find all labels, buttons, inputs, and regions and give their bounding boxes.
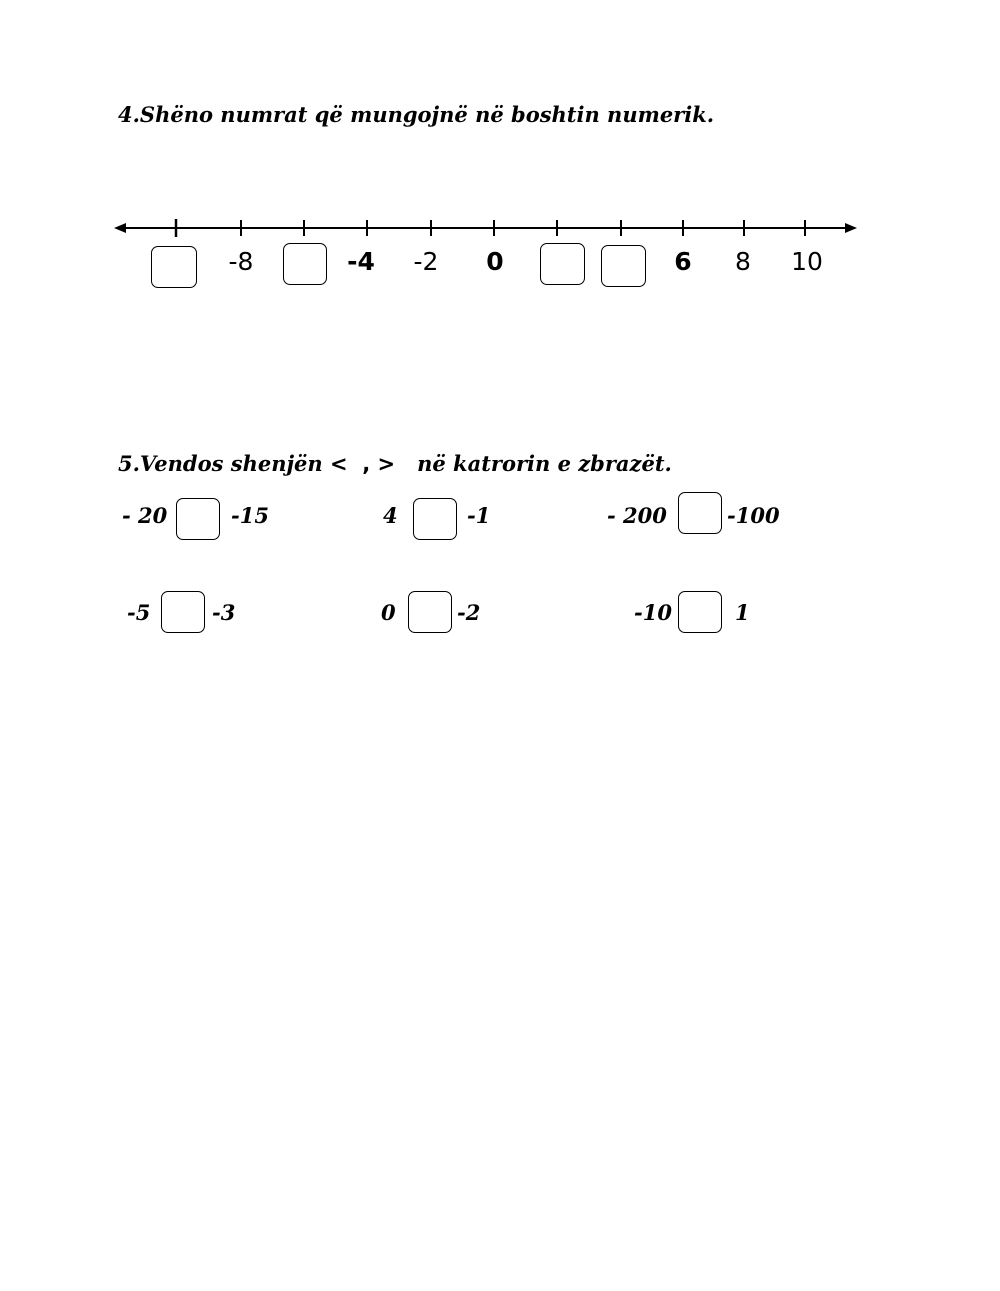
- number-line-answer-box-4[interactable]: [601, 245, 646, 287]
- comparison-right-value: 1: [735, 600, 750, 625]
- number-line-answer-box-3[interactable]: [540, 243, 585, 285]
- comparison-answer-box-5[interactable]: [408, 591, 452, 633]
- number-line-answer-box-1[interactable]: [151, 246, 197, 288]
- number-line-label: -8: [228, 247, 254, 276]
- comma: ,: [362, 452, 371, 476]
- comparison-right-value: -2: [457, 600, 481, 625]
- comparison-answer-box-4[interactable]: [161, 591, 205, 633]
- comparison-left-value: - 20: [122, 503, 168, 528]
- number-line-right-arrow: [845, 223, 857, 233]
- number-line-label: -4: [347, 247, 375, 276]
- number-line-left-arrow: [114, 223, 126, 233]
- comparison-answer-box-3[interactable]: [678, 492, 722, 534]
- comparison-left-value: 4: [383, 503, 398, 528]
- comparison-right-value: -3: [212, 600, 236, 625]
- number-line-label: 6: [674, 247, 692, 276]
- question-4-title: 4.Shëno numrat që mungojnë në boshtin numerik.: [118, 102, 715, 127]
- question-5-title-start: 5.Vendos shenjën: [118, 451, 323, 476]
- comparison-answer-box-2[interactable]: [413, 498, 457, 540]
- less-than-symbol: <: [330, 452, 348, 476]
- number-line-label: 8: [735, 247, 751, 276]
- question-5-title: [118, 451, 672, 476]
- comparison-right-value: -15: [231, 503, 269, 528]
- greater-than-symbol: >: [377, 452, 396, 476]
- comparison-left-value: - 200: [607, 503, 667, 528]
- number-line-answer-box-2[interactable]: [283, 243, 327, 285]
- comparison-right-value: -100: [727, 503, 780, 528]
- number-line-label: -2: [413, 247, 439, 276]
- comparison-answer-box-6[interactable]: [678, 591, 722, 633]
- comparison-left-value: 0: [381, 600, 396, 625]
- comparison-answer-box-1[interactable]: [176, 498, 220, 540]
- comparison-left-value: -5: [127, 600, 151, 625]
- question-5-title-end: në katrorin e zbrazët.: [417, 451, 672, 476]
- number-line-label: 10: [791, 247, 823, 276]
- comparison-left-value: -10: [634, 600, 672, 625]
- comparison-right-value: -1: [467, 503, 491, 528]
- number-line-label: 0: [486, 247, 504, 276]
